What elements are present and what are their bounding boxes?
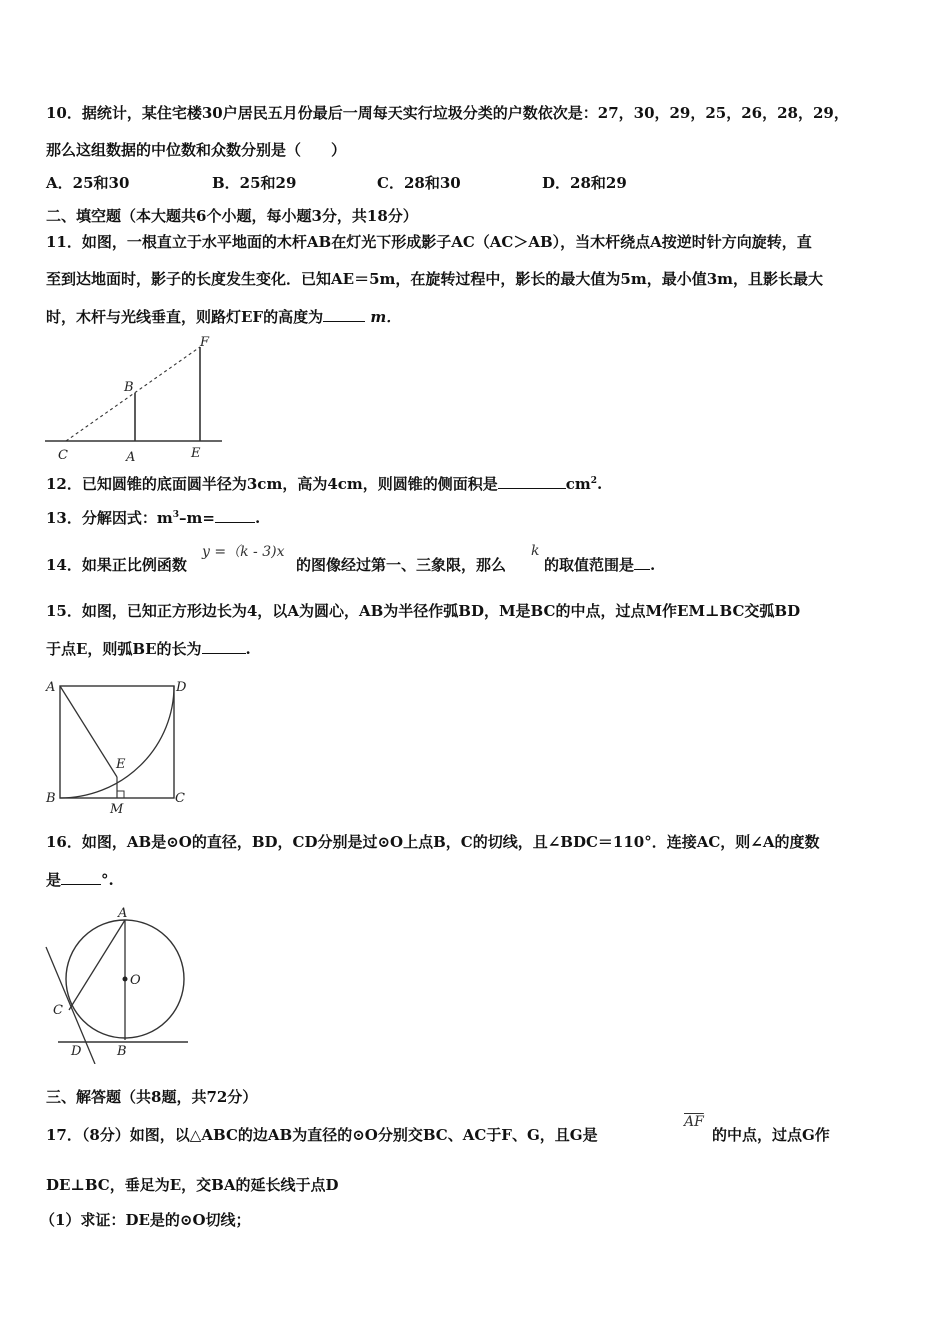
- q14-line-b: [296, 555, 506, 575]
- q10-option-c: C．28和30: [377, 174, 461, 192]
- q11-line3-text: 时，木杆与光线垂直，则路灯EF的高度为: [46, 308, 324, 326]
- label-d: D: [176, 680, 187, 695]
- q17-arc-af: [684, 1114, 704, 1130]
- label-f: F: [200, 335, 210, 350]
- q15-line2-text: 于点E，则弧BE的长为: [46, 640, 202, 658]
- label-c: C: [53, 1003, 63, 1018]
- q13-answer-blank: [215, 508, 255, 523]
- label-a: A: [46, 680, 56, 695]
- label-b: B: [46, 791, 56, 806]
- q13-end: .: [254, 509, 261, 527]
- q17-line2: DE⊥BC，垂足为E，交BA的延长线于点D: [46, 1176, 339, 1194]
- q13-text2: –m=: [179, 509, 215, 527]
- q11-line3-unit: m．: [370, 308, 402, 326]
- q14-answer-blank: [634, 555, 650, 570]
- label-o: O: [130, 973, 141, 988]
- q11-line1: 11．如图，一根直立于水平地面的木杆AB在灯光下形成影子AC（AC＞AB），当木杆绕点A按逆时针方向旋转，直: [46, 233, 812, 251]
- q11-line3: [46, 307, 401, 327]
- section3-heading: 三、解答题（共8题，共72分）: [46, 1088, 258, 1106]
- segment-ae: [60, 686, 117, 777]
- q17-line1b-text: 的中点，过点G作: [712, 1126, 830, 1144]
- q17-line1-text: 17．（8分）如图，以△ABC的边AB为直径的⊙O分别交BC、AC于F、G，且G是: [46, 1126, 598, 1144]
- q15-answer-blank: [202, 639, 246, 654]
- label-b: B: [117, 1044, 127, 1059]
- q16-end: °.: [101, 871, 114, 889]
- q15-line1: 15．如图，已知正方形边长为4，以A为圆心，AB为半径作弧BD，M是BC的中点，过点M作EM⊥BC交弧BD: [46, 602, 801, 620]
- label-d: D: [71, 1044, 82, 1059]
- q17-line1b: [712, 1125, 830, 1145]
- q13-line: [46, 508, 260, 528]
- section2-heading: 二、填空题（本大题共6个小题，每小题3分，共18分）: [46, 207, 418, 225]
- q14-end: .: [650, 556, 656, 574]
- q17-part1: （1）求证：DE是的⊙O切线；: [40, 1211, 251, 1229]
- q10-option-b: B．25和29: [212, 174, 297, 192]
- q16-line2: [46, 870, 114, 890]
- q14-text3: 的取值范围是: [544, 556, 635, 574]
- q16-line1: 16．如图，AB是⊙O的直径，BD，CD分别是过⊙O上点B，C的切线，且∠BDC＝110°．连接AC，则∠A的度数: [46, 833, 820, 851]
- q15-end: .: [245, 640, 251, 658]
- q16-figure: [40, 902, 200, 1064]
- center-dot: [123, 977, 128, 982]
- q13-sup: 3: [172, 510, 180, 520]
- q11-line2: 至到达地面时，影子的长度发生变化．已知AE＝5m，在旋转过程中，影长的最大值为5m，最小值3m，且影长最大: [46, 270, 824, 288]
- chord-ac: [69, 920, 125, 1010]
- q12-sup: 2: [590, 476, 598, 486]
- q14-line-c: [544, 555, 655, 575]
- q14-line: [46, 555, 187, 575]
- q14-k: k: [531, 543, 540, 559]
- label-c: C: [175, 791, 185, 806]
- q10-line1: 10．据统计，某住宅楼30户居民五月份最后一周每天实行垃圾分类的户数依次是：27，30，29，25，26，28，29，: [46, 104, 849, 122]
- q14-text2: 的图像经过第一、三象限，那么: [296, 556, 507, 574]
- q16-answer-blank: [61, 870, 101, 885]
- q10-option-a: A．25和30: [46, 174, 130, 192]
- q13-text: 13．分解因式：m: [46, 509, 173, 527]
- q12-answer-blank: [498, 474, 566, 489]
- q11-answer-blank: [323, 307, 365, 322]
- q12-unit: cm: [565, 475, 591, 493]
- label-e: E: [116, 757, 126, 772]
- q14-formula: y =（k - 3)x: [202, 544, 285, 560]
- q12-text: 12．已知圆锥的底面圆半径为3cm，高为4cm，则圆锥的侧面积是: [46, 475, 498, 493]
- q10-line2: 那么这组数据的中位数和众数分别是（ ）: [46, 141, 347, 159]
- q15-line2: [46, 639, 251, 659]
- q15-figure: [40, 673, 200, 818]
- q10-option-d: D．28和29: [542, 174, 627, 192]
- q11-figure: [40, 333, 230, 468]
- q12-end: .: [597, 475, 603, 493]
- q17-arc-text: $\overline{AF}$: [684, 1114, 704, 1130]
- label-b: B: [124, 380, 134, 395]
- right-angle-mark: [117, 791, 124, 798]
- q17-line1: [46, 1125, 598, 1145]
- label-a: A: [118, 906, 128, 921]
- label-c: C: [58, 448, 68, 463]
- label-a: A: [126, 450, 136, 465]
- q14-text: 14．如果正比例函数: [46, 556, 187, 574]
- label-e: E: [191, 446, 201, 461]
- q12-line: [46, 474, 602, 494]
- q16-line2-text: 是: [46, 871, 62, 889]
- label-m: M: [110, 802, 124, 817]
